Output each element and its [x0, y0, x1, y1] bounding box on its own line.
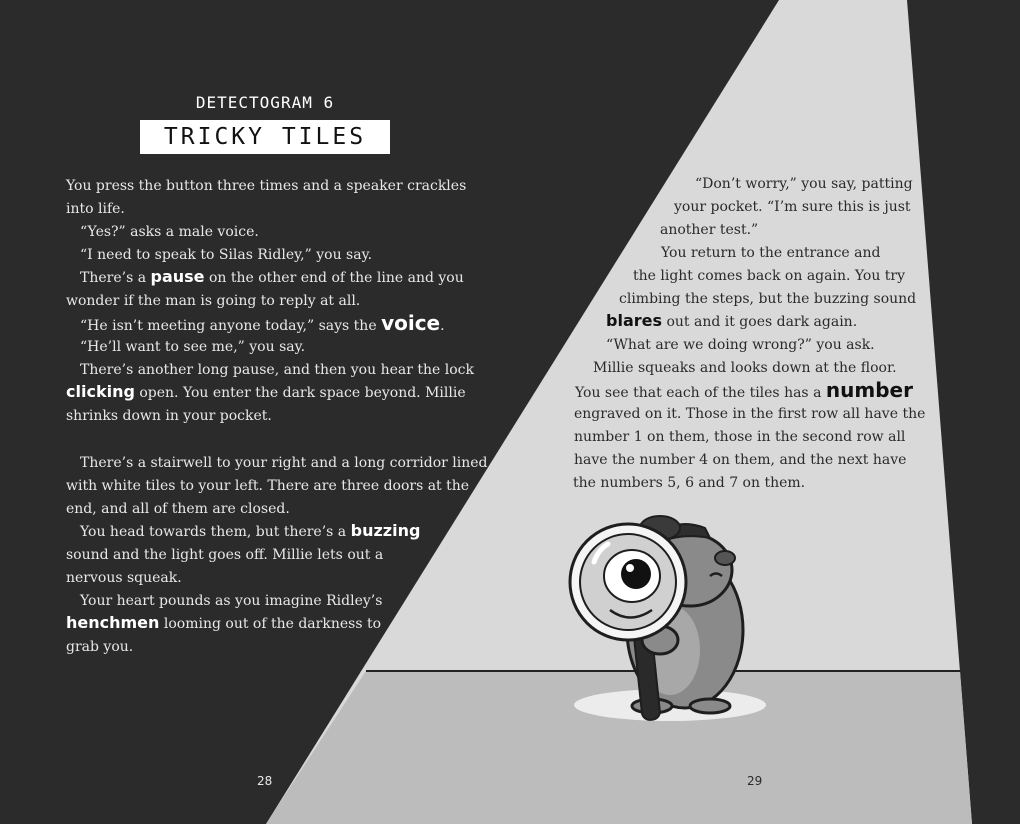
- highlight-number: number: [825, 378, 913, 402]
- text-line: You return to the entrance and: [661, 245, 881, 261]
- text-line: engraved on it. Those in the first row all have the: [574, 406, 926, 422]
- highlight-blares: blares: [606, 311, 662, 330]
- text-line: Millie squeaks and looks down at the floor.: [593, 360, 897, 376]
- highlight-clicking: clicking: [66, 382, 135, 401]
- text-line: the light comes back on again. You try: [633, 268, 906, 284]
- highlight-voice: voice: [381, 311, 441, 335]
- page-number-right: 29: [747, 774, 763, 788]
- text-line: You see that each of the tiles has a number: [575, 378, 913, 402]
- text-line: You press the button three times and a speaker crackles: [66, 178, 467, 194]
- text-line: clicking open. You enter the dark space beyond. Millie: [66, 382, 466, 401]
- text-line: wonder if the man is going to reply at all.: [66, 293, 361, 309]
- page-title: [140, 120, 390, 154]
- text-line: end, and all of them are closed.: [66, 501, 290, 517]
- text-line: shrinks down in your pocket.: [66, 408, 272, 424]
- page-title-text: TRICKY TILES: [163, 124, 367, 150]
- text-line: “Don’t worry,” you say, patting: [695, 176, 913, 192]
- text-line: “He’ll want to see me,” you say.: [80, 339, 306, 355]
- text-line: Your heart pounds as you imagine Ridley’s: [80, 593, 383, 609]
- text-line: have the number 4 on them, and the next have: [574, 452, 907, 468]
- text-line: another test.”: [660, 222, 759, 238]
- detectogram-label: DETECTOGRAM 6: [195, 93, 335, 112]
- text-line: sound and the light goes off. Millie lets out a: [66, 547, 384, 563]
- text-line: There’s another long pause, and then you hear the lock: [80, 362, 474, 378]
- text-line: nervous squeak.: [66, 570, 182, 586]
- page-number-left: 28: [257, 774, 273, 788]
- highlight-henchmen: henchmen: [66, 613, 160, 632]
- text-line: blares out and it goes dark again.: [606, 311, 858, 330]
- text-line: You head towards them, but there’s a buzzing: [80, 521, 421, 540]
- mole-detective-with-magnifying-glass-icon: [560, 510, 760, 725]
- text-line: henchmen looming out of the darkness to: [66, 613, 382, 632]
- text-line: your pocket. “I’m sure this is just: [674, 199, 911, 215]
- text-line: There’s a pause on the other end of the line and you: [80, 267, 464, 286]
- text-line: “I need to speak to Silas Ridley,” you say.: [80, 247, 373, 263]
- text-line: “He isn’t meeting anyone today,” says the voice.: [80, 311, 445, 335]
- text-line: grab you.: [66, 639, 134, 655]
- text-line: There’s a stairwell to your right and a long corridor lined: [80, 455, 488, 471]
- text-line: “Yes?” asks a male voice.: [80, 224, 259, 240]
- text-line: climbing the steps, but the buzzing sound: [619, 291, 917, 307]
- highlight-pause: pause: [150, 267, 205, 286]
- text-line: the numbers 5, 6 and 7 on them.: [573, 475, 806, 491]
- highlight-buzzing: buzzing: [350, 521, 421, 540]
- text-line: number 1 on them, those in the second row all: [574, 429, 906, 445]
- text-line: with white tiles to your left. There are three doors at the: [66, 478, 470, 494]
- text-line: “What are we doing wrong?” you ask.: [606, 337, 875, 353]
- text-line: into life.: [66, 201, 125, 217]
